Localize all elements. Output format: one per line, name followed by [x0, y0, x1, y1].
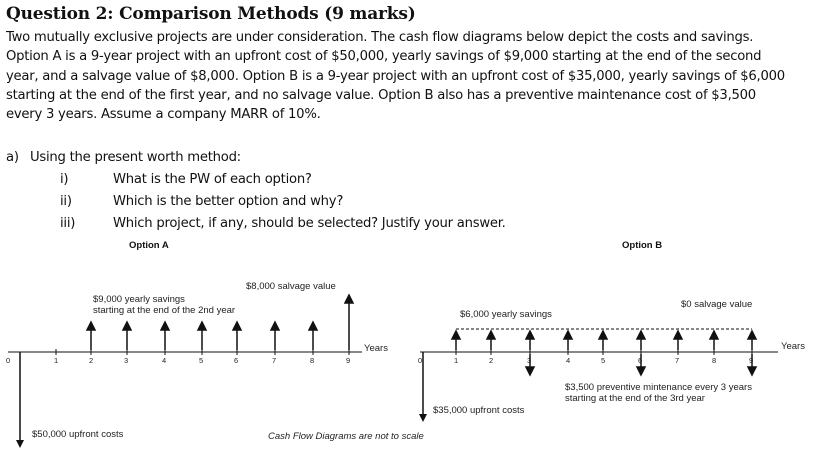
paragraph-line: year, and a salvage value of $8,000. Option B is a 9-year project with an upfront cost of $35,000, yearly savings of $6,000	[6, 68, 785, 84]
diagram-footnote: Cash Flow Diagrams are not to scale	[268, 431, 424, 442]
paragraph-line: starting at the end of the first year, and no salvage value. Option B also has a preventive maintenance cost of $3,500	[6, 87, 756, 103]
item-text: Which is the better option and why?	[113, 194, 344, 209]
option-a-label: Option A	[129, 240, 169, 251]
year-tick: 5	[199, 356, 204, 365]
year-tick: 2	[89, 356, 94, 365]
paragraph-line: every 3 years. Assume a company MARR of 10%.	[6, 107, 321, 123]
year-tick: 3	[527, 356, 532, 365]
option-b-salvage-label: $0 salvage value	[681, 299, 753, 310]
question-title: Question 2: Comparison Methods (9 marks)	[6, 4, 416, 24]
option-b-diagram	[419, 329, 778, 422]
part-a-text: Using the present worth method:	[30, 150, 241, 165]
year-tick: 2	[489, 356, 494, 365]
option-a-salvage-label: $8,000 salvage value	[246, 281, 336, 292]
year-tick: 0	[418, 356, 423, 365]
item-text: What is the PW of each option?	[113, 172, 312, 187]
option-a-axis-label: Years	[364, 343, 388, 354]
option-b-upfront-label: $35,000 upfront costs	[433, 405, 525, 416]
option-a-upfront-label: $50,000 upfront costs	[32, 429, 124, 440]
year-tick: 9	[346, 356, 351, 365]
item-number: i)	[60, 172, 69, 187]
item-number: ii)	[60, 194, 72, 209]
item-text: Which project, if any, should be selected? Justify your answer.	[113, 216, 506, 231]
year-tick: 1	[54, 356, 59, 365]
option-a-savings-label: $9,000 yearly savings	[93, 294, 185, 305]
year-tick: 3	[124, 356, 129, 365]
year-tick: 9	[749, 356, 754, 365]
paragraph-line: Option A is a 9-year project with an upfront cost of $50,000, yearly savings of $9,000 starting at the end of the second	[6, 49, 762, 65]
year-tick: 5	[601, 356, 606, 365]
option-a-diagram	[8, 295, 362, 448]
year-tick: 6	[638, 356, 643, 365]
year-tick: 0	[6, 356, 11, 365]
item-number: iii)	[60, 216, 76, 231]
year-tick: 1	[454, 356, 459, 365]
year-tick: 7	[272, 356, 277, 365]
option-b-maintenance-label-2: starting at the end of the 3rd year	[565, 393, 705, 404]
year-tick: 8	[310, 356, 315, 365]
year-tick: 4	[162, 356, 167, 365]
paragraph-line: Two mutually exclusive projects are under consideration. The cash flow diagrams below depict the costs and savings.	[6, 30, 754, 45]
option-b-maintenance-label: $3,500 preventive mintenance every 3 years	[565, 382, 752, 393]
option-b-label: Option B	[622, 240, 663, 251]
option-b-axis-label: Years	[781, 341, 805, 352]
option-b-savings-label: $6,000 yearly savings	[460, 309, 552, 320]
option-a-savings-label-2: starting at the end of the 2nd year	[93, 305, 236, 316]
part-a-label: a)	[6, 150, 19, 165]
year-tick: 8	[712, 356, 717, 365]
year-tick: 6	[234, 356, 239, 365]
year-tick: 4	[566, 356, 571, 365]
year-tick: 7	[675, 356, 680, 365]
